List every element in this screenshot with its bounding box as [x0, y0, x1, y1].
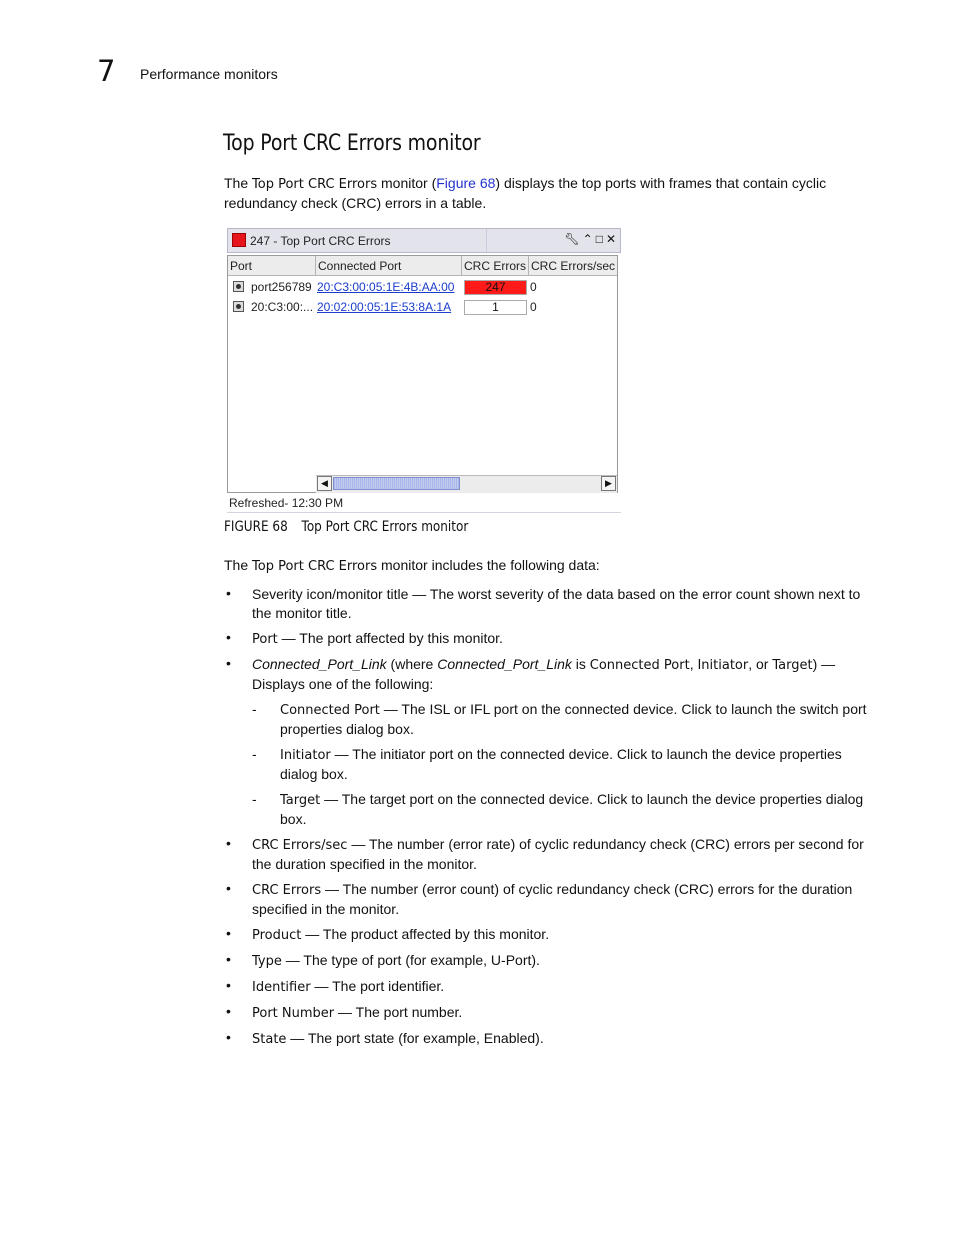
column-header-connected-port[interactable]: Connected Port — [316, 256, 462, 276]
wrench-icon[interactable]: 🔧︎ — [564, 232, 581, 246]
sub-list-item: - Initiator — The initiator port on the connected device. Click to launch the device properties dialog box. — [252, 746, 842, 782]
title-divider — [486, 229, 487, 252]
list-item: • Port — The port affected by this monitor. — [226, 629, 503, 647]
maximize-icon[interactable]: □ — [595, 232, 604, 246]
crc-errors-cell: 247 — [464, 280, 527, 295]
sub-list-item: - Connected Port — The ISL or IFL port on the connected device. Click to launch the switch port properties dialog box. — [252, 701, 867, 737]
scroll-right-icon[interactable]: ▶ — [601, 476, 616, 491]
list-item: • Identifier — The port identifier. — [226, 977, 445, 995]
widget-tools — [562, 232, 617, 246]
sub-list-item: - Target — The target port on the connected device. Click to launch the device properties dialog box. — [252, 791, 864, 827]
lead-paragraph: The Top Port CRC Errors monitor includes the following data: — [224, 557, 600, 574]
severity-icon — [232, 233, 246, 247]
collapse-icon[interactable]: ⌃ — [582, 232, 594, 246]
ui-term: Top Port CRC Errors — [252, 559, 378, 574]
chapter-number: 7 — [97, 54, 116, 88]
intro-paragraph: The Top Port CRC Errors monitor (Figure 68) displays the top ports with frames that contain cyclic redundancy check (CRC) errors in a table. — [224, 175, 827, 211]
ui-term: Top Port CRC Errors — [252, 177, 378, 192]
figure-link[interactable]: Figure 68 — [436, 175, 496, 191]
widget-bottom-rule — [227, 512, 621, 513]
list-item: • Port Number — The port number. — [226, 1003, 463, 1021]
scroll-left-icon[interactable]: ◀ — [317, 476, 332, 491]
figure-caption — [224, 519, 468, 535]
figure-label: FIGURE 68 — [224, 519, 288, 535]
port-cell[interactable]: port256789 — [251, 280, 312, 294]
data-list — [224, 585, 874, 1055]
connected-port-link[interactable]: 20:02:00:05:1E:53:8A:1A — [317, 300, 452, 314]
scroll-thumb[interactable] — [333, 477, 460, 490]
section-title: Top Port CRC Errors monitor — [223, 131, 481, 156]
widget-title-bar — [227, 228, 621, 253]
list-item: • Connected_Port_Link (where Connected_Port_Link is Connected Port, Initiator, or Target) — Displays one of the following: - Connected Port — The ISL or IFL port on the connected device. Click to launch the switch port properties dialog box. - Initiator — The initiator port on the connected device. Click to launch the device properties dialog box. - Target — The target port on the connected device. Click to launch the device properties dialog box. — [224, 655, 874, 829]
horizontal-scrollbar[interactable] — [316, 475, 617, 493]
list-item: • Product — The product affected by this monitor. — [226, 925, 550, 943]
list-item: • CRC Errors — The number (error count) of cyclic redundancy check (CRC) errors for the duration specified in the monitor. — [226, 880, 853, 917]
column-header-crc-errors[interactable]: CRC Errors — [462, 256, 529, 276]
list-item: • CRC Errors/sec — The number (error rate) of cyclic redundancy check (CRC) errors per second for the duration specified in the monitor. — [226, 835, 864, 872]
list-item: • Type — The type of port (for example, U-Port). — [226, 951, 540, 969]
sub-list — [252, 700, 874, 829]
crc-errors-sec-cell: 0 — [530, 300, 537, 314]
refreshed-status: Refreshed- 12:30 PM — [229, 496, 344, 510]
connected-port-link[interactable]: 20:C3:00:05:1E:4B:AA:00 — [317, 280, 455, 294]
crc-errors-sec-cell: 0 — [530, 280, 537, 294]
port-icon — [233, 281, 244, 292]
top-port-crc-errors-widget — [227, 228, 621, 513]
figure-caption-text: Top Port CRC Errors monitor — [301, 519, 469, 535]
crc-table — [227, 255, 618, 493]
chapter-title: Performance monitors — [140, 66, 278, 82]
column-header-crc-errors-sec[interactable]: CRC Errors/sec — [529, 256, 617, 276]
close-icon[interactable]: ✕ — [605, 232, 617, 246]
port-cell[interactable]: 20:C3:00:... — [251, 300, 314, 314]
list-item: • State — The port state (for example, Enabled). — [226, 1029, 544, 1047]
port-icon — [233, 301, 244, 312]
column-header-port[interactable]: Port — [228, 256, 316, 276]
list-item: • Severity icon/monitor title — The worst severity of the data based on the error count shown next to the monitor title. — [226, 585, 861, 621]
widget-title: 247 - Top Port CRC Errors — [250, 234, 391, 248]
crc-errors-cell: 1 — [464, 300, 527, 315]
